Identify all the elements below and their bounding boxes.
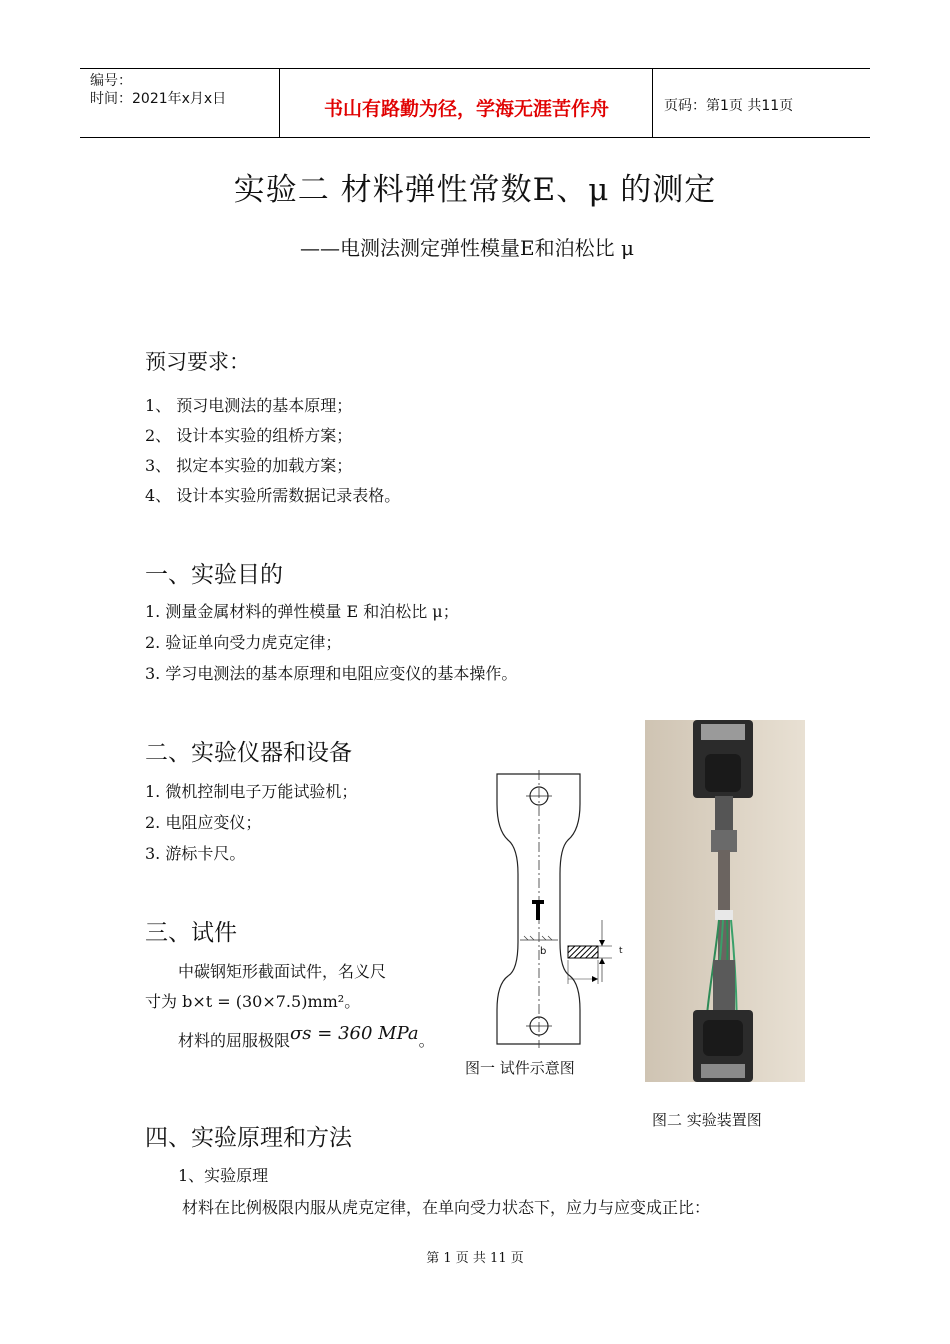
section-3-para-1: 中碳钢矩形截面试件，名义尺 (178, 962, 387, 981)
section-4-sub-1: 1、实验原理 (178, 1166, 269, 1185)
page-subtitle: ——电测法测定弹性模量E和泊松比 μ (300, 236, 634, 260)
label-b: b (540, 946, 547, 957)
page-header (80, 68, 870, 138)
preview-item-1: 1、 预习电测法的基本原理； (145, 396, 353, 415)
header-meta (80, 69, 280, 137)
section-2-item-3: 3. 游标卡尺。 (145, 844, 246, 863)
yield-formula: σs = 360 MPa (290, 1023, 419, 1044)
cross-section (568, 946, 598, 958)
preview-item-3: 3、 拟定本实验的加载方案； (145, 456, 353, 475)
yield-suffix: 。 (418, 1031, 435, 1050)
preview-item-4: 4、 设计本实验所需数据记录表格。 (145, 486, 401, 505)
section-2-item-1: 1. 微机控制电子万能试验机； (145, 782, 358, 801)
section-1-item-3: 3. 学习电测法的基本原理和电阻应变仪的基本操作。 (145, 664, 518, 683)
apparatus-photo (645, 720, 805, 1082)
header-page-code: 页码：第1页 共11页 (664, 98, 794, 114)
label-t: t (619, 946, 623, 956)
strain-gauge-transverse (532, 900, 544, 904)
page-footer: 第 1 页 共 11 页 (426, 1251, 524, 1266)
section-1-heading: 一、实验目的 (145, 562, 283, 588)
specimen-diagram (490, 770, 630, 1050)
section-4-heading: 四、实验原理和方法 (145, 1125, 352, 1151)
section-2-heading: 二、实验仪器和设备 (145, 740, 352, 766)
strain-gauge-axial (536, 904, 540, 920)
figure-2-caption: 图二 实验装置图 (652, 1111, 762, 1129)
page-title: 实验二 材料弹性常数E、μ 的测定 (233, 172, 717, 208)
section-3-heading: 三、试件 (145, 920, 237, 946)
preview-item-2: 2、 设计本实验的组桥方案； (145, 426, 353, 445)
section-2-item-2: 2. 电阻应变仪； (145, 813, 262, 832)
yield-label: 材料的屈服极限 (178, 1031, 291, 1050)
apparatus-illustration (645, 720, 805, 1082)
section-1-item-1: 1. 测量金属材料的弹性模量 E 和泊松比 μ； (145, 602, 459, 621)
section-3-para-3 (178, 1023, 435, 1051)
section-4-para-1: 材料在比例极限内服从虎克定律，在单向受力状态下，应力与应变成正比： (182, 1198, 711, 1217)
preview-heading: 预习要求： (145, 350, 250, 374)
header-number: 编号： (90, 73, 132, 89)
header-motto: 书山有路勤为径，学海无涯苦作舟 (281, 69, 653, 137)
section-3-para-2: 寸为 b×t = (30×7.5)mm²。 (145, 992, 361, 1011)
section-1-item-2: 2. 验证单向受力虎克定律； (145, 633, 342, 652)
header-date: 时间：2021年x月x日 (90, 91, 227, 107)
figure-1-caption: 图一 试件示意图 (465, 1059, 575, 1077)
